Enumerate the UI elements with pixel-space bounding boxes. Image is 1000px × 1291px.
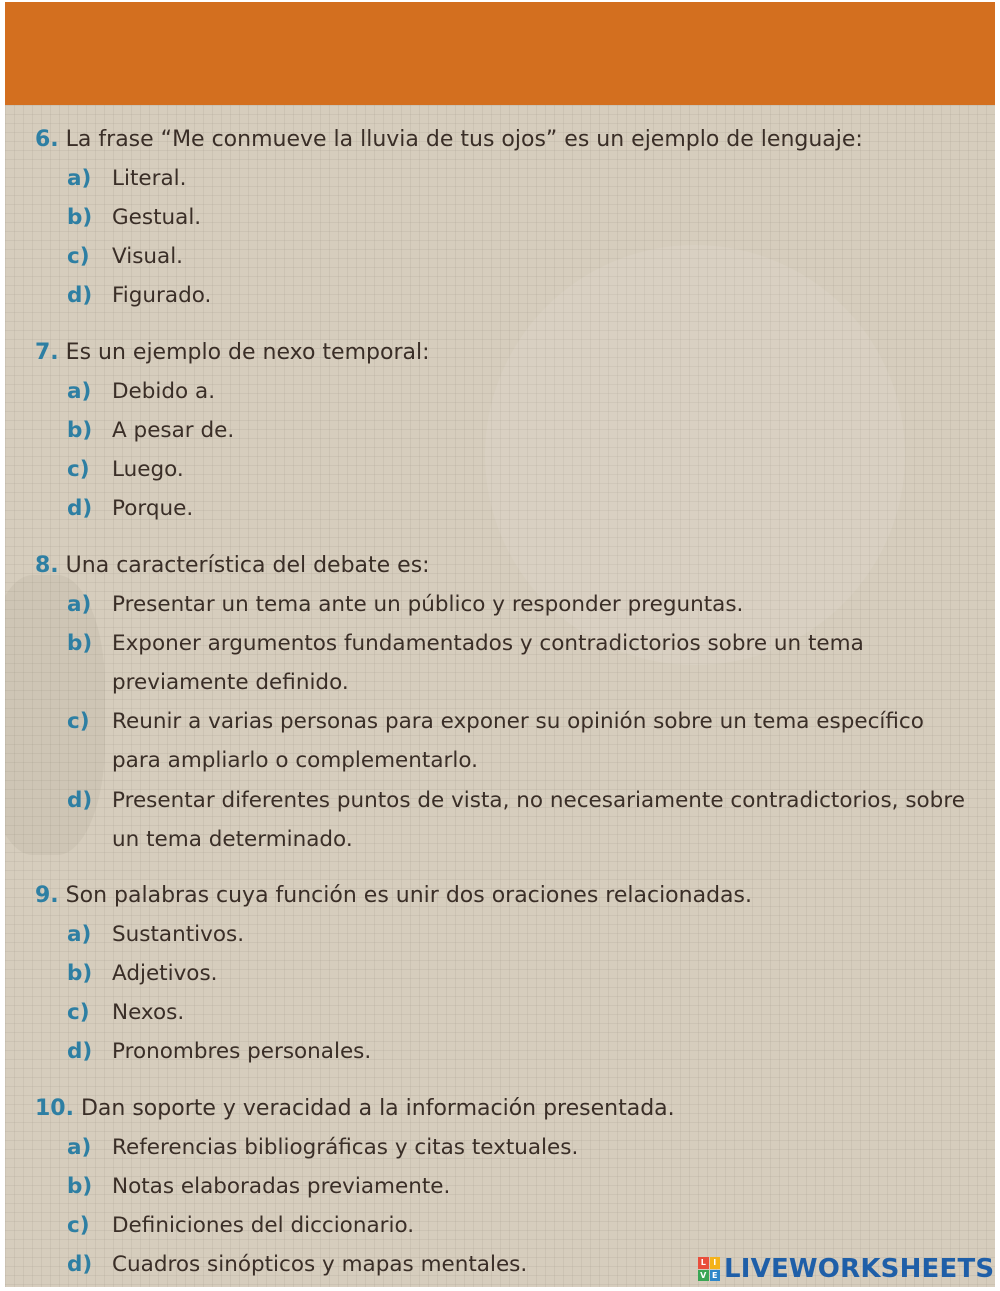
option-text: A pesar de. — [112, 418, 235, 443]
option-8b-continuation: previamente definido. — [112, 670, 349, 695]
question-number: 9. — [35, 883, 59, 908]
option-text: Reunir a varias personas para exponer su opinión sobre un tema específico — [112, 709, 924, 734]
option-letter: b) — [67, 1174, 93, 1199]
logo-letter: I — [710, 1257, 721, 1269]
question-text: Son palabras cuya función es unir dos oraciones relacionadas. — [65, 883, 752, 908]
option-text: Exponer argumentos fundamentados y contradictorios sobre un tema — [112, 631, 864, 656]
option-6a[interactable] — [67, 166, 186, 191]
option-text: Presentar diferentes puntos de vista, no necesariamente contradictorios, sobre — [112, 788, 965, 813]
question-6 — [35, 127, 863, 152]
option-10c[interactable] — [67, 1213, 414, 1238]
option-text: Visual. — [112, 244, 184, 269]
option-10a[interactable] — [67, 1135, 578, 1160]
option-9a[interactable] — [67, 922, 244, 947]
option-letter: c) — [67, 709, 90, 734]
option-6c[interactable] — [67, 244, 183, 269]
option-text: Luego. — [112, 457, 184, 482]
option-letter: b) — [67, 631, 93, 656]
option-letter: a) — [67, 1135, 92, 1160]
liveworksheets-logo-icon — [698, 1257, 720, 1281]
option-letter: c) — [67, 244, 90, 269]
option-8c[interactable] — [67, 709, 924, 734]
option-letter: a) — [67, 379, 92, 404]
option-9b[interactable] — [67, 961, 218, 986]
option-8a[interactable] — [67, 592, 743, 617]
header-band — [5, 2, 995, 105]
question-text: La frase “Me conmueve la lluvia de tus ojos” es un ejemplo de lenguaje: — [65, 127, 863, 152]
option-letter: c) — [67, 1000, 90, 1025]
logo-letter: V — [698, 1270, 709, 1282]
option-10b[interactable] — [67, 1174, 450, 1199]
question-text: Una característica del debate es: — [65, 553, 430, 578]
logo-letter: L — [698, 1257, 709, 1269]
option-7d[interactable] — [67, 496, 193, 521]
option-9c[interactable] — [67, 1000, 184, 1025]
option-letter: b) — [67, 961, 93, 986]
question-number: 10. — [35, 1096, 74, 1121]
option-10d[interactable] — [67, 1252, 527, 1277]
question-9 — [35, 883, 752, 908]
option-text: Notas elaboradas previamente. — [112, 1174, 451, 1199]
option-6d[interactable] — [67, 283, 211, 308]
option-letter: a) — [67, 922, 92, 947]
question-text: Es un ejemplo de nexo temporal: — [65, 340, 430, 365]
brand-name: LIVEWORKSHEETS — [724, 1254, 995, 1284]
option-text: Pronombres personales. — [112, 1039, 372, 1064]
option-letter: d) — [67, 1039, 93, 1064]
question-sheet — [5, 105, 995, 1287]
question-text: Dan soporte y veracidad a la información presentada. — [80, 1096, 675, 1121]
option-7c[interactable] — [67, 457, 184, 482]
option-8d[interactable] — [67, 788, 965, 813]
logo-letter: E — [710, 1270, 721, 1282]
option-letter: b) — [67, 205, 93, 230]
option-8d-continuation: un tema determinado. — [112, 827, 353, 852]
option-7a[interactable] — [67, 379, 215, 404]
option-text: Referencias bibliográficas y citas textuales. — [112, 1135, 579, 1160]
option-text: Debido a. — [112, 379, 216, 404]
option-text: Definiciones del diccionario. — [112, 1213, 415, 1238]
option-text: Adjetivos. — [112, 961, 218, 986]
option-6b[interactable] — [67, 205, 201, 230]
option-letter: a) — [67, 166, 92, 191]
question-10 — [35, 1096, 675, 1121]
option-text: Presentar un tema ante un público y responder preguntas. — [112, 592, 744, 617]
option-letter: c) — [67, 457, 90, 482]
option-letter: b) — [67, 418, 93, 443]
option-letter: d) — [67, 1252, 93, 1277]
question-8 — [35, 553, 430, 578]
option-letter: a) — [67, 592, 92, 617]
option-letter: d) — [67, 788, 93, 813]
option-letter: c) — [67, 1213, 90, 1238]
option-text: Figurado. — [112, 283, 212, 308]
option-text: Literal. — [112, 166, 187, 191]
option-text: Porque. — [112, 496, 194, 521]
option-text: Cuadros sinópticos y mapas mentales. — [112, 1252, 528, 1277]
question-7 — [35, 340, 430, 365]
option-text: Gestual. — [112, 205, 202, 230]
option-letter: d) — [67, 496, 93, 521]
question-number: 6. — [35, 127, 59, 152]
option-text: Nexos. — [112, 1000, 185, 1025]
question-number: 7. — [35, 340, 59, 365]
option-7b[interactable] — [67, 418, 234, 443]
option-letter: d) — [67, 283, 93, 308]
liveworksheets-brand[interactable] — [698, 1255, 994, 1283]
option-8c-continuation: para ampliarlo o complementarlo. — [112, 748, 478, 773]
option-9d[interactable] — [67, 1039, 371, 1064]
option-8b[interactable] — [67, 631, 864, 656]
question-number: 8. — [35, 553, 59, 578]
option-text: Sustantivos. — [112, 922, 245, 947]
